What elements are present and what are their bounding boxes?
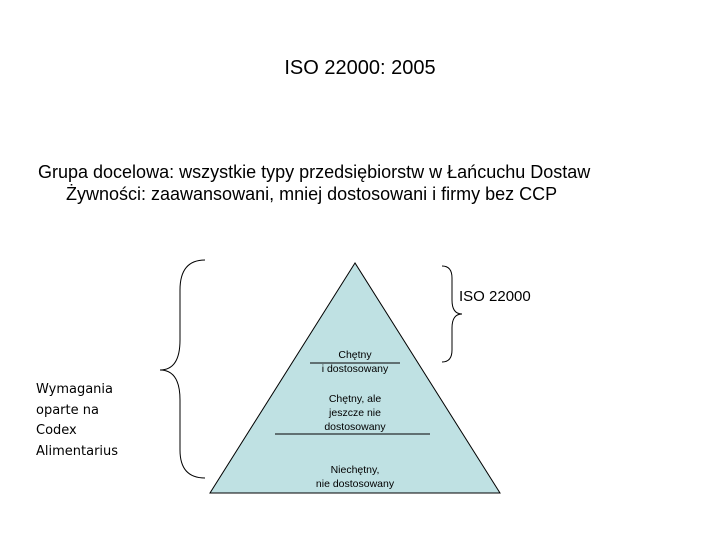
page-title: ISO 22000: 2005 [284,57,436,79]
codex-label-line: oparte na [36,402,99,418]
pyramid-shape [210,263,500,493]
tier-text-line: dostosowany [324,421,386,433]
left-brace [160,260,205,478]
pyramid-tier-middle [290,392,420,434]
codex-label-line: Codex [36,423,77,438]
right-brace [442,266,462,362]
tier-text-line: Niechętny, [330,464,380,476]
tier-text-line: Chętny, ale [328,393,382,405]
tier-text-line: Chętny [338,349,372,361]
tier-text-line: nie dostosowany [315,478,395,490]
target-group-line-2: Żywności: zaawansowani, mniej dostosowani i firmy bez CCP [66,184,558,204]
target-group-line-1: Grupa docelowa: wszystkie typy przedsiębiorstw w Łańcuchu Dostaw [38,162,591,182]
codex-label-line: Wymagania [36,382,113,397]
tier-text-line: i dostosowany [321,363,389,375]
codex-label-line: Alimentarius [36,443,119,459]
tier-text-line: jeszcze nie [329,407,381,419]
iso-22000-label: ISO 22000 [459,288,531,305]
pyramid-tier-top [300,348,410,376]
pyramid-tier-bottom [290,463,420,491]
codex-requirements-label [36,380,166,462]
